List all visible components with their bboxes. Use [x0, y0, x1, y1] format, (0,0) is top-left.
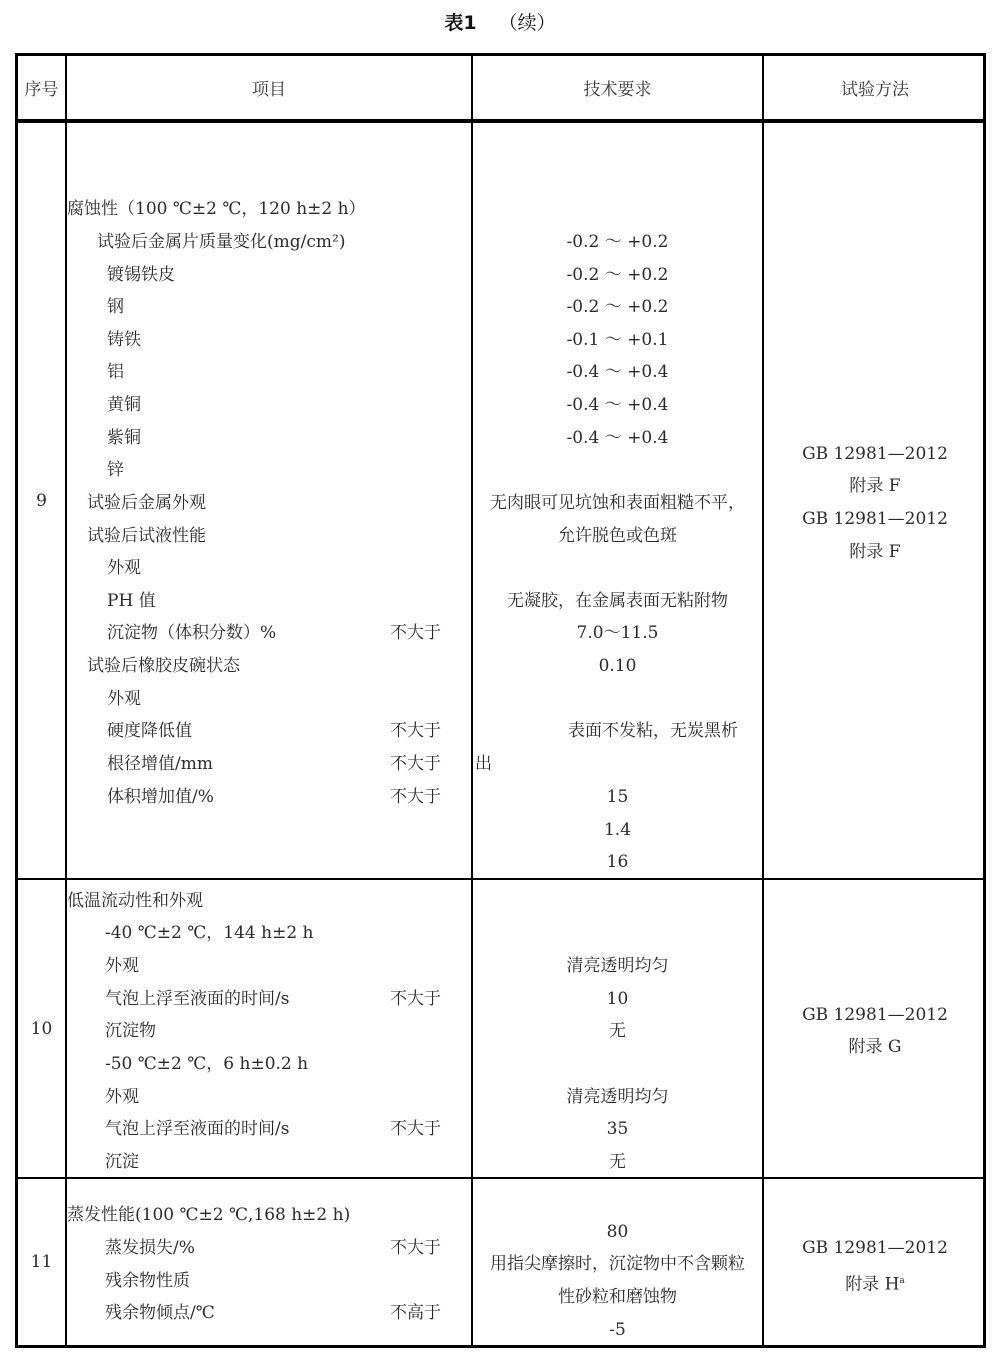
requirement-value: 清亮透明均匀: [566, 956, 669, 976]
spec-table: [15, 53, 986, 1348]
item-label: -40 ℃±2 ℃，144 h±2 h: [105, 923, 314, 943]
item-label: 紫铜: [107, 428, 141, 448]
item-label: PH 值: [107, 591, 156, 611]
requirement-value: -0.2 ～ +0.2: [566, 232, 669, 252]
item-label: 镀锡铁皮: [107, 265, 175, 285]
method-standard: GB 12981—2012: [802, 1238, 948, 1258]
item-label: 铝: [107, 362, 124, 382]
item-qualifier: 不高于: [390, 1303, 441, 1323]
method-appendix: 附录 F: [849, 542, 901, 562]
col-divider: [65, 56, 67, 1345]
item-label: 钢: [107, 297, 124, 317]
item-qualifier: 不大于: [390, 989, 441, 1009]
header-method: 试验方法: [841, 80, 909, 100]
item-label: 试验后金属外观: [87, 493, 206, 513]
item-qualifier: 不大于: [390, 1119, 441, 1139]
requirement-value: 性砂粒和磨蚀物: [558, 1287, 677, 1307]
header-item: 项目: [252, 80, 286, 100]
item-label: 低温流动性和外观: [67, 891, 203, 911]
requirement-value: -0.4 ～ +0.4: [566, 362, 669, 382]
continued-label: （续）: [498, 12, 556, 34]
row-seq: 10: [30, 1018, 53, 1039]
item-label: 外观: [107, 558, 141, 578]
header-seq: 序号: [24, 80, 59, 100]
requirement-value: -0.2 ～ +0.2: [566, 265, 669, 285]
item-label: 试验后试液性能: [87, 526, 206, 546]
header-divider: [18, 119, 983, 123]
item-label: 残余物倾点/℃: [105, 1303, 215, 1323]
requirement-value: -0.4 ～ +0.4: [566, 395, 669, 415]
requirement-value: 35: [606, 1119, 629, 1139]
item-label: 根径增值/mm: [107, 754, 213, 774]
requirement-value: 80: [606, 1222, 629, 1242]
requirement-value: 16: [606, 852, 629, 872]
item-label: 残余物性质: [105, 1271, 190, 1291]
requirement-value: -0.1 ～ +0.1: [566, 330, 669, 350]
method-appendix: 附录 F: [849, 476, 901, 496]
item-label: 蒸发性能(100 ℃±2 ℃,168 h±2 h): [67, 1205, 351, 1225]
row-seq: 11: [30, 1252, 53, 1272]
item-label: 气泡上浮至液面的时间/s: [105, 1119, 290, 1139]
item-label: 锌: [107, 460, 124, 480]
requirement-value: -5: [609, 1320, 626, 1340]
item-label: 外观: [107, 689, 141, 709]
method-appendix: 附录 G: [848, 1037, 902, 1057]
requirement-value: 出: [475, 754, 492, 774]
requirement-value: 清亮透明均匀: [566, 1087, 669, 1107]
method-appendix-label: 附录 H: [845, 1274, 900, 1295]
row-seq: 9: [36, 490, 47, 511]
method-standard: GB 12981—2012: [802, 509, 948, 529]
requirement-value: 用指尖摩擦时，沉淀物中不含颗粒: [490, 1254, 745, 1274]
requirement-value: 7.0～11.5: [576, 623, 659, 643]
item-label: 铸铁: [107, 330, 141, 350]
item-label: -50 ℃±2 ℃，6 h±0.2 h: [105, 1054, 309, 1074]
item-label: 试验后橡胶皮碗状态: [87, 656, 240, 676]
method-appendix: [764, 1270, 986, 1296]
item-label: 蒸发损失/%: [105, 1238, 195, 1258]
item-label: 黄铜: [107, 395, 141, 415]
item-qualifier: 不大于: [390, 787, 441, 807]
requirement-value: 表面不发粘，无炭黑析: [568, 721, 738, 741]
requirement-value: 无: [609, 1021, 626, 1041]
table-number: 表1: [444, 12, 477, 34]
item-label: 硬度降低值: [107, 721, 192, 741]
item-qualifier: 不大于: [390, 1238, 441, 1258]
item-label: 沉淀: [105, 1152, 139, 1172]
item-label: 沉淀物（体积分数）%: [107, 623, 277, 643]
col-divider: [762, 56, 764, 1345]
footnote-marker: a: [899, 1276, 905, 1286]
item-qualifier: 不大于: [390, 754, 441, 774]
requirement-value: 10: [606, 989, 629, 1009]
item-label: 试验后金属片质量变化(mg/cm²): [97, 232, 346, 252]
item-label: 外观: [105, 1087, 139, 1107]
requirement-value: -0.4 ～ +0.4: [566, 428, 669, 448]
item-label: 外观: [105, 956, 139, 976]
item-qualifier: 不大于: [390, 721, 441, 741]
requirement-value: 无凝胶，在金属表面无粘附物: [507, 591, 728, 611]
item-label: 气泡上浮至液面的时间/s: [105, 989, 290, 1009]
requirement-value: 15: [606, 787, 629, 807]
requirement-value: 无肉眼可见坑蚀和表面粗糙不平，: [490, 493, 745, 513]
table-caption: [0, 8, 1000, 35]
method-standard: GB 12981—2012: [802, 444, 948, 464]
requirement-value: 1.4: [603, 820, 632, 840]
item-label: 沉淀物: [105, 1021, 156, 1041]
item-qualifier: 不大于: [390, 623, 441, 643]
requirement-value: 无: [609, 1152, 626, 1172]
item-label: 体积增加值/%: [107, 787, 214, 807]
requirement-value: 允许脱色或色斑: [558, 526, 677, 546]
requirement-value: 0.10: [598, 656, 637, 676]
header-requirement: 技术要求: [583, 80, 652, 100]
item-label: 腐蚀性（100 ℃±2 ℃，120 h±2 h）: [67, 199, 366, 219]
method-standard: GB 12981—2012: [802, 1005, 948, 1025]
requirement-value: -0.2 ～ +0.2: [566, 297, 669, 317]
row-divider: [18, 1177, 983, 1179]
row-divider: [18, 878, 983, 880]
